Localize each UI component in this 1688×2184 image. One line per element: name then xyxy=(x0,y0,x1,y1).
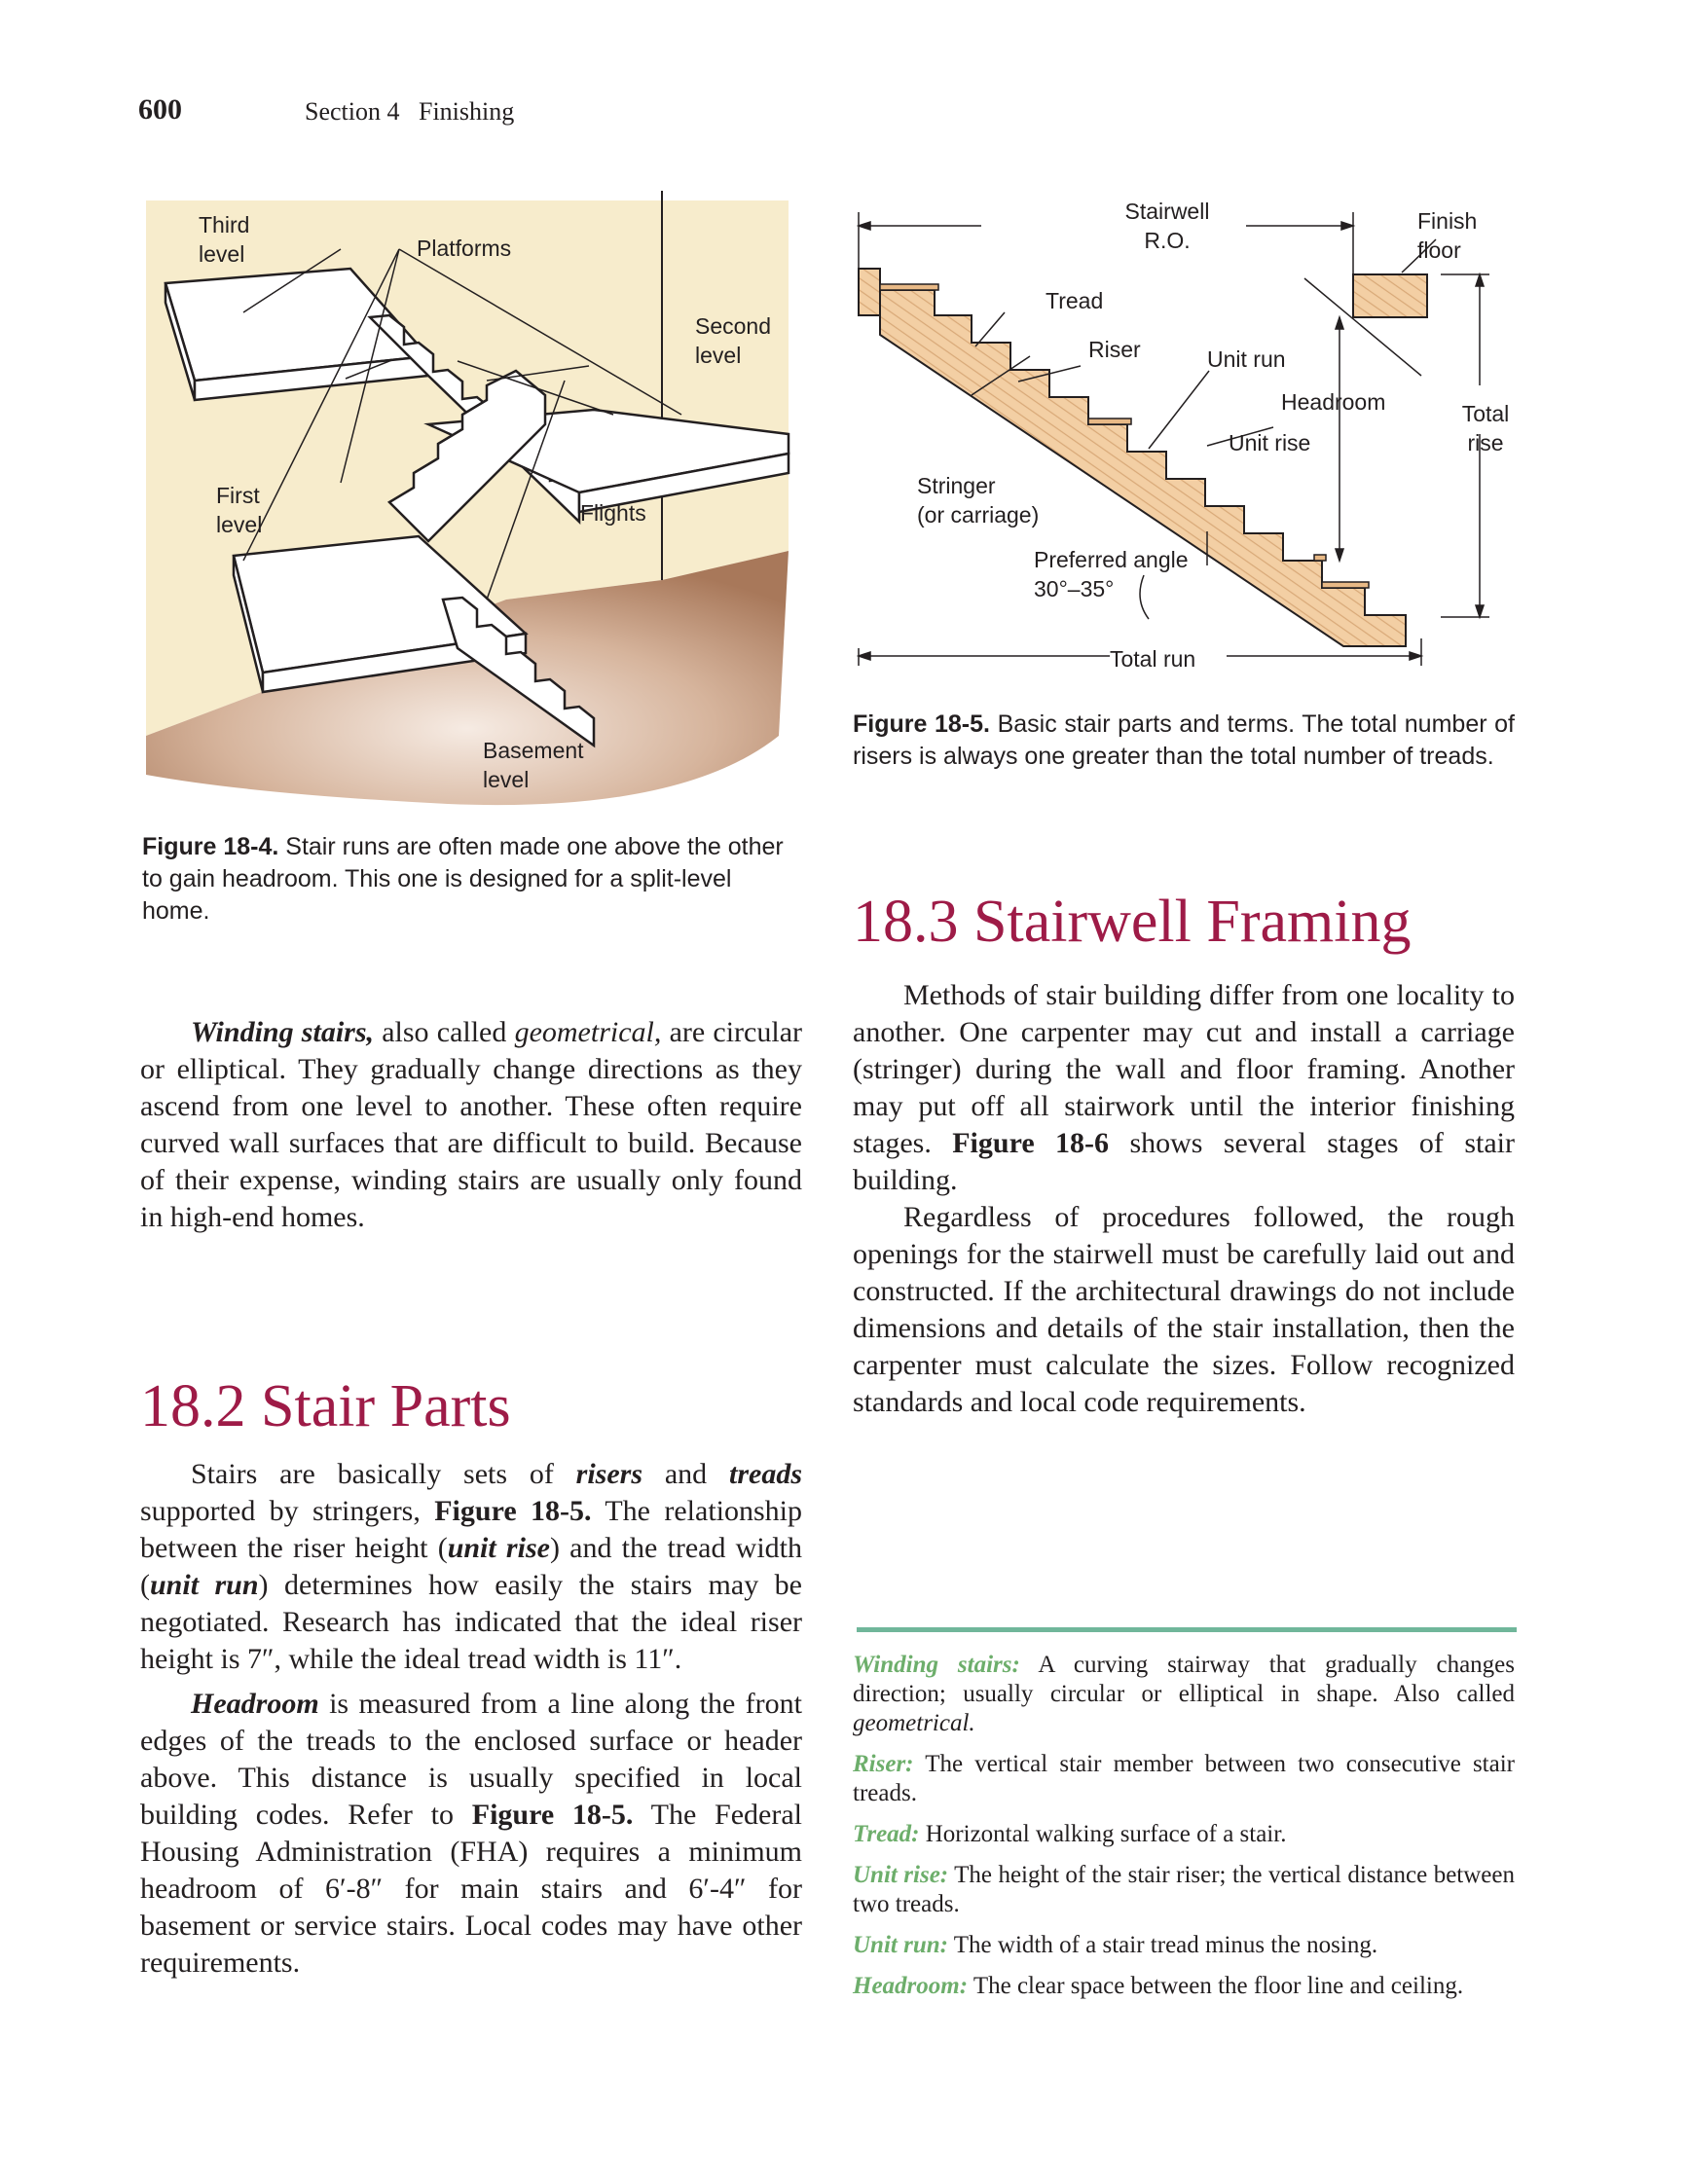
glossary-rule xyxy=(857,1627,1517,1632)
text-span: also called xyxy=(374,1016,515,1048)
text-span: shows several stages of stair building. xyxy=(853,1127,1515,1196)
figure-reference: Figure 18-6 xyxy=(952,1127,1110,1159)
alt-term: geometrical, xyxy=(514,1016,662,1048)
glossary-term: Unit rise: xyxy=(853,1862,949,1888)
section-title: Section 4 Finishing xyxy=(305,97,515,126)
glossary-term: Winding stairs: xyxy=(853,1652,1020,1678)
label-platforms: Platforms xyxy=(417,236,512,261)
stair-parts-body xyxy=(140,1456,802,1982)
text-span: Stairs are basically sets of xyxy=(191,1458,576,1490)
glossary-entry xyxy=(853,1931,1515,1960)
glossary-term: Headroom: xyxy=(853,1973,969,1999)
label-second-level: Second level xyxy=(695,313,772,368)
label-flights: Flights xyxy=(580,500,646,526)
heading-18-3: 18.3 Stairwell Framing xyxy=(853,889,1412,955)
term-unit-rise: unit rise xyxy=(447,1532,550,1564)
glossary-term: Unit run: xyxy=(853,1932,948,1958)
text-span: supported by stringers, xyxy=(140,1495,435,1527)
glossary-box xyxy=(853,1651,1515,2013)
glossary-definition: The width of a stair tread minus the nosing. xyxy=(947,1932,1378,1958)
term-risers: risers xyxy=(575,1458,643,1490)
glossary-definition: Horizontal walking surface of a stair. xyxy=(919,1821,1287,1847)
label-preferred-angle: Preferred angle 30°–35° xyxy=(1034,547,1189,601)
text-span: The Federal Housing Administration (FHA) requires a minimum headroom of 6′-8″ for main stairs and 6′-4″ for basement or service stairs. Local codes may have other requirements. xyxy=(140,1799,802,1979)
label-finish-floor: Finish floor xyxy=(1417,208,1478,263)
caption-text: Stair runs are often made one above the other to gain headroom. This one is designed for a split-level home. xyxy=(142,833,784,925)
label-headroom: Headroom xyxy=(1281,389,1386,415)
term-unit-run: unit run xyxy=(150,1569,259,1601)
finish-floor-block xyxy=(1353,274,1427,317)
glossary-alt-term: geometrical. xyxy=(853,1710,975,1736)
text-span: ) determines how easily the stairs may be negotiated. Research has indicated that the ideal riser height is 7″, while the ideal tread width is 11″. xyxy=(140,1569,802,1675)
label-third-level: Third level xyxy=(199,212,250,267)
text-span: is measured from a line along the front edges of the treads to the enclosed surface or header above. This distance is usually specified in local building codes. Refer to xyxy=(140,1688,802,1831)
glossary-definition: A curving stairway that gradually changes direction; usually circular or elliptical in shape. Also called xyxy=(853,1652,1515,1707)
heading-18-2: 18.2 Stair Parts xyxy=(140,1373,511,1439)
label-total-rise: Total rise xyxy=(1461,401,1510,455)
glossary-definition: The clear space between the floor line and ceiling. xyxy=(968,1973,1464,1999)
label-stringer: Stringer (or carriage) xyxy=(917,473,1040,528)
text-span: are circular or elliptical. They gradually change directions as they ascend from one level to another. These often require curved wall surfaces that are difficult to build. Because of their expense, winding stairs are usually only found in high-end homes. xyxy=(140,1016,803,1233)
label-tread: Tread xyxy=(1046,288,1104,313)
glossary-definition: The vertical stair member between two consecutive stair treads. xyxy=(853,1751,1515,1806)
label-first-level: First level xyxy=(216,483,263,537)
label-riser: Riser xyxy=(1088,337,1141,362)
winding-term: Winding stairs, xyxy=(191,1016,375,1048)
paragraph: Regardless of procedures followed, the rough openings for the stairwell must be carefully laid out and constructed. If the architectural drawings do not include dimensions and details of the stair installation, then the carpenter must calculate the sizes. Follow recognized standards and local code requirements. xyxy=(853,1201,1515,1418)
glossary-term: Tread: xyxy=(853,1821,920,1847)
winding-stairs-paragraph xyxy=(140,1014,802,1236)
glossary-term: Riser: xyxy=(853,1751,914,1777)
figure-18-5-caption xyxy=(853,709,1515,773)
label-total-run: Total run xyxy=(1110,646,1196,672)
glossary-entry xyxy=(853,1750,1515,1808)
glossary-entry xyxy=(853,1651,1515,1738)
caption-text: Basic stair parts and terms. The total number of risers is always one greater than the total number of treads. xyxy=(853,710,1515,770)
stairwell-framing-body xyxy=(853,977,1515,1421)
label-basement-level: Basement level xyxy=(483,738,584,792)
caption-label: Figure 18-4. xyxy=(142,833,279,860)
label-unit-run: Unit run xyxy=(1207,346,1286,372)
text-span: The relationship between the riser height ( xyxy=(140,1495,802,1564)
figure-18-4-caption xyxy=(142,831,804,928)
glossary-definition: The height of the stair riser; the vertical distance between two treads. xyxy=(853,1862,1515,1917)
label-unit-rise: Unit rise xyxy=(1229,430,1311,455)
glossary-entry xyxy=(853,1820,1515,1849)
caption-label: Figure 18-5. xyxy=(853,710,990,738)
glossary-entry xyxy=(853,1972,1515,2001)
term-treads: treads xyxy=(729,1458,802,1490)
term-headroom: Headroom xyxy=(191,1688,319,1720)
page-number: 600 xyxy=(138,93,182,126)
label-stairwell-ro: Stairwell R.O. xyxy=(1124,199,1210,253)
text-span: ) and the tread width ( xyxy=(140,1532,802,1601)
figure-reference: Figure 18-5. xyxy=(471,1799,634,1831)
glossary-entry xyxy=(853,1861,1515,1919)
figure-reference: Figure 18-5. xyxy=(434,1495,592,1527)
text-span: and xyxy=(642,1458,729,1490)
text-span: Methods of stair building differ from one locality to another. One carpenter may cut and install a carriage (stringer) during the wall and floor framing. Another may put off all stairwork until the interior finishing stages. xyxy=(853,979,1515,1159)
